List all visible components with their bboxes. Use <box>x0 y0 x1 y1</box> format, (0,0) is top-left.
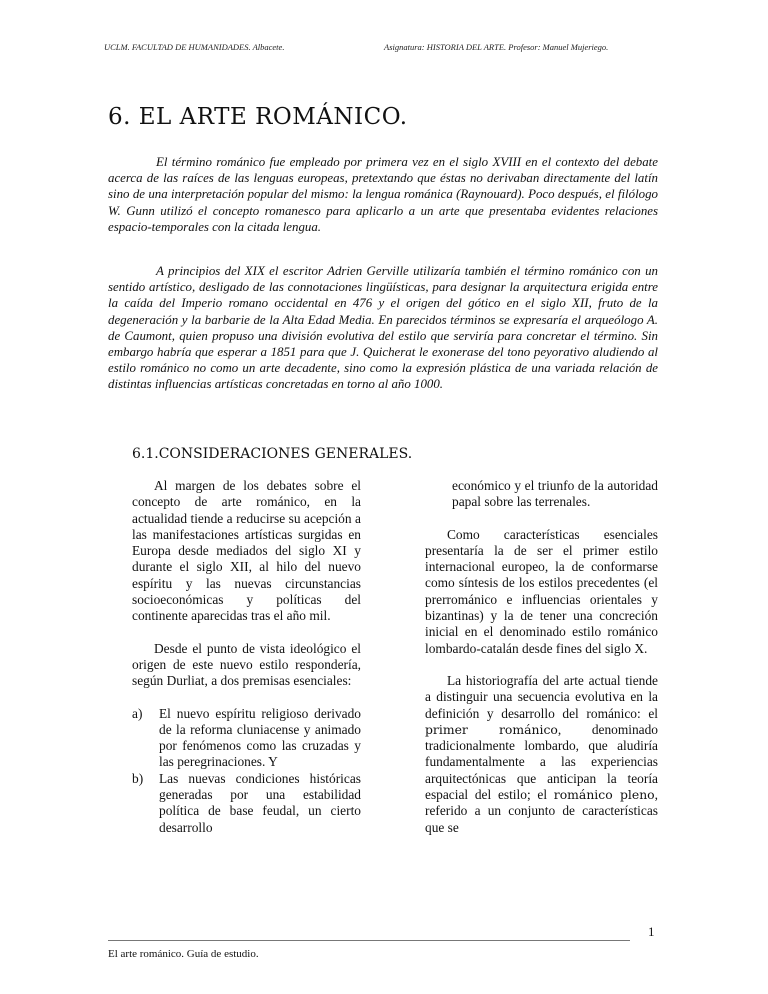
list-item-b-text: Las nuevas condiciones históricas generadas por una estabilidad política de base feudal, un cierto desarrollo <box>159 770 361 835</box>
intro-paragraph-2: A principios del XIX el escritor Adrien Gerville utilizaría también el término románico con un sentido artístico, desligado de las connotaciones lingüísticas, para designar la arquitectura erigida entre la caída del Imperio romano occidental en 476 y el origen del gótico en el siglo XII, fruto de la degeneración y la barbarie de la Alta Edad Media. En parecidos términos se expresaría el arqueólogo A. de Caumont, quien propuso una división evolutiva del estilo que serviría para concretar el término. Sin embargo habría que esperar a 1851 para que J. Quicherat le exonerase del tono peyorativo aludiendo al estilo románico no como un arte decadente, sino como la expresión plástica de una variada relación de distintas influencias artísticas concretadas en torno al año 1000. <box>108 264 658 392</box>
intro-paragraph-1: El término románico fue empleado por primera vez en el siglo XVIII en el contexto del debate acerca de las raíces de las lenguas europeas, pretextando que éstas no derivaban directamente del latín sino de una interpretación popular del mismo: la lengua románica (Raynouard). Poco después, el filólogo W. Gunn utilizó el concepto romanesco para aplicarlo a un arte que presentaba evidentes relaciones espacio-temporales con la citada lengua. <box>108 155 658 234</box>
page-number: 1 <box>648 924 655 939</box>
term-romanico-pleno: románico pleno <box>553 787 655 803</box>
footer-text: El arte románico. Guía de estudio. <box>108 948 259 960</box>
right-paragraph-2-part-a: La historiografía del arte actual tiende a distinguir una secuencia evolutiva en la definición y desarrollo del románico: el <box>425 672 658 721</box>
right-column <box>425 478 658 836</box>
chapter-title: 6. EL ARTE ROMÁNICO. <box>108 104 408 130</box>
list-item-a-text: El nuevo espíritu religioso derivado de la reforma cluniacense y animado por fenómenos como las cruzadas y las peregrinaciones. Y <box>159 705 361 770</box>
right-paragraph-2-part-b: , denominado tradicionalmente lombardo, que aludiría fundamentalmente a las experiencias arquitectónicas que anticipan la teoría espacial del estilo; el <box>425 721 659 803</box>
running-header-left: UCLM. FACULTAD DE HUMANIDADES. Albacete. <box>104 42 285 52</box>
left-paragraph-1: Al margen de los debates sobre el concepto de arte románico, en la actualidad tiende a reducirse su acepción a las manifestaciones artísticas surgidas en Europa desde mediados del siglo XI y durante el siglo XII, al hilo del nuevo espíritu y las nuevas circunstancias socioeconómicas y políticas del continente aparecidas tras el año mil. <box>132 478 361 624</box>
list-item-b <box>132 771 361 836</box>
right-paragraph-2 <box>425 673 658 836</box>
footer-divider <box>108 940 630 941</box>
left-paragraph-2: Desde el punto de vista ideológico el origen de este nuevo estilo respondería, según Durliat, a dos premisas esenciales: <box>132 640 361 689</box>
list-item-a <box>132 706 361 771</box>
list-item-b-continuation: económico y el triunfo de la autoridad papal sobre las terrenales. <box>452 478 658 510</box>
right-paragraph-1: Como características esenciales presentaría la de ser el primer estilo internacional europeo, la de conformarse como síntesis de los estilos precedentes (el prerrománico e influencias orientales y bizantinas) y la de tener una concreción inicial en el denominado estilo románico lombardo-catalán desde fines del siglo X. <box>425 526 658 656</box>
section-title: 6.1.CONSIDERACIONES GENERALES. <box>132 446 413 462</box>
list-marker-b: b) <box>132 770 144 786</box>
term-primer-romanico: primer románico <box>425 721 558 737</box>
list-marker-a: a) <box>132 705 143 721</box>
running-header-right: Asignatura: HISTORIA DEL ARTE. Profesor: Manuel Mujeriego. <box>384 42 609 52</box>
right-paragraph-2-part-c: , referido a un conjunto de características que se <box>425 787 659 835</box>
left-column <box>132 478 361 836</box>
